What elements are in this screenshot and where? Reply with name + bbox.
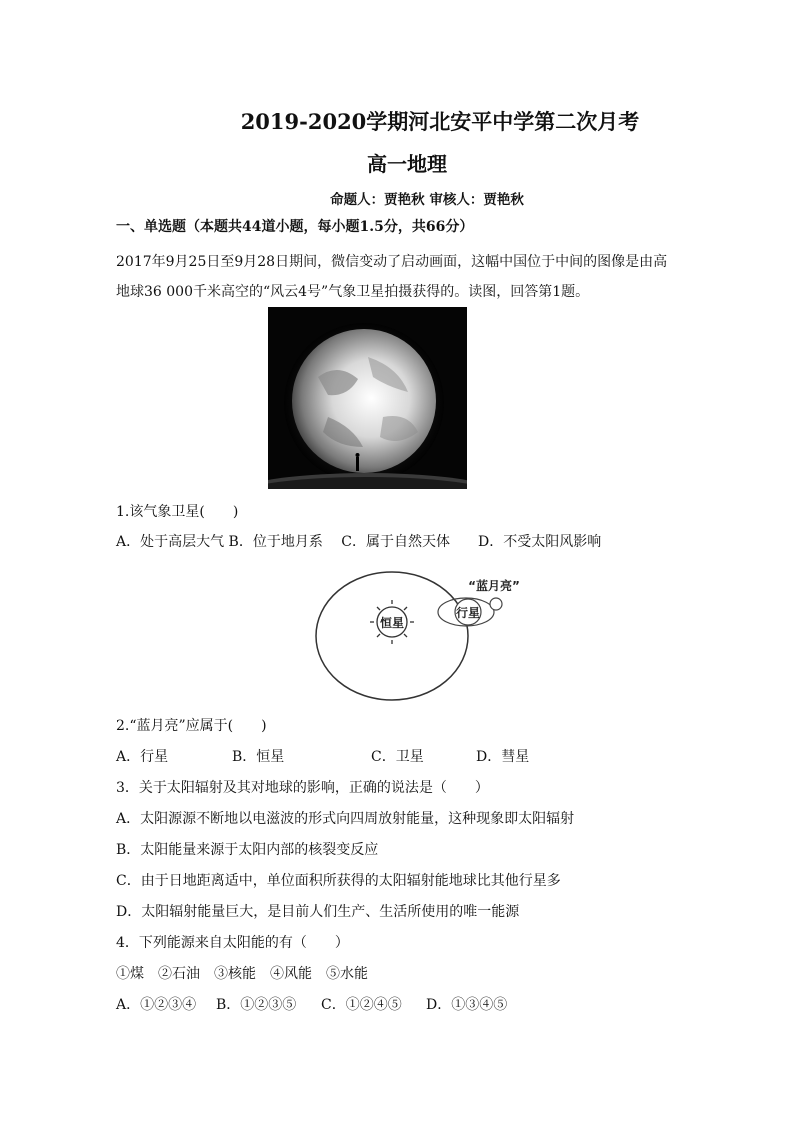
planet-label: 行星 bbox=[455, 606, 481, 620]
subject-title: 高一地理 bbox=[367, 152, 447, 176]
intro-line-1: 2017年9月25日至9月28日期间，微信变动了启动画面，这幅中国位于中间的图像是由高 bbox=[116, 254, 668, 270]
orbit-diagram bbox=[300, 568, 540, 703]
question-3-option-c: C．由于日地距离适中，单位面积所获得的太阳辐射能地球比其他行星多 bbox=[116, 873, 561, 889]
question-2-option-c: C．卫星 bbox=[371, 749, 424, 765]
intro-line-2: 地球36 000千米高空的“风云4号”气象卫星拍摄获得的。读图，回答第1题。 bbox=[116, 284, 590, 300]
blue-moon-symbol bbox=[490, 598, 502, 610]
question-2-option-d: D．彗星 bbox=[476, 749, 530, 765]
section-heading: 一、单选题（本题共44道小题，每小题1.5分，共66分） bbox=[116, 219, 474, 235]
question-4-option-b: B．①②③⑤ bbox=[216, 997, 297, 1013]
question-4-stem: 4．下列能源来自太阳能的有（ ） bbox=[116, 935, 349, 951]
question-4-option-c: C．①②④⑤ bbox=[321, 997, 402, 1013]
author-line: 命题人：贾艳秋 审核人：贾艳秋 bbox=[330, 192, 524, 208]
question-3-stem: 3．关于太阳辐射及其对地球的影响，正确的说法是（ ） bbox=[116, 780, 489, 796]
question-2-option-b: B．恒星 bbox=[232, 749, 285, 765]
question-4-option-a: A．①②③④ bbox=[116, 997, 197, 1013]
question-2-stem: 2.“蓝月亮”应属于( ) bbox=[116, 718, 267, 734]
orbit-diagram-art bbox=[300, 568, 540, 703]
question-4-option-d: D．①③④⑤ bbox=[426, 997, 508, 1013]
question-4-items: ①煤 ②石油 ③核能 ④风能 ⑤水能 bbox=[116, 966, 368, 982]
question-1-options: A．处于高层大气 B．位于地月系 C．属于自然天体 D．不受太阳风影响 bbox=[116, 534, 602, 550]
blue-moon-label: “蓝月亮” bbox=[468, 579, 520, 593]
question-2-option-a: A．行星 bbox=[116, 749, 169, 765]
exam-title: 2019-2020学期河北安平中学第二次月考 bbox=[240, 109, 640, 134]
earth-photo bbox=[268, 307, 467, 489]
question-3-option-d: D．太阳辐射能量巨大，是目前人们生产、生活所使用的唯一能源 bbox=[116, 904, 520, 920]
question-3-option-a: A．太阳源源不断地以电滋波的形式向四周放射能量，这种现象即太阳辐射 bbox=[116, 811, 575, 827]
star-label: 恒星 bbox=[379, 616, 405, 630]
question-3-option-b: B．太阳能量来源于太阳内部的核裂变反应 bbox=[116, 842, 379, 858]
question-1-stem: 1.该气象卫星( ) bbox=[116, 504, 239, 520]
earth-photo-art bbox=[268, 307, 467, 489]
